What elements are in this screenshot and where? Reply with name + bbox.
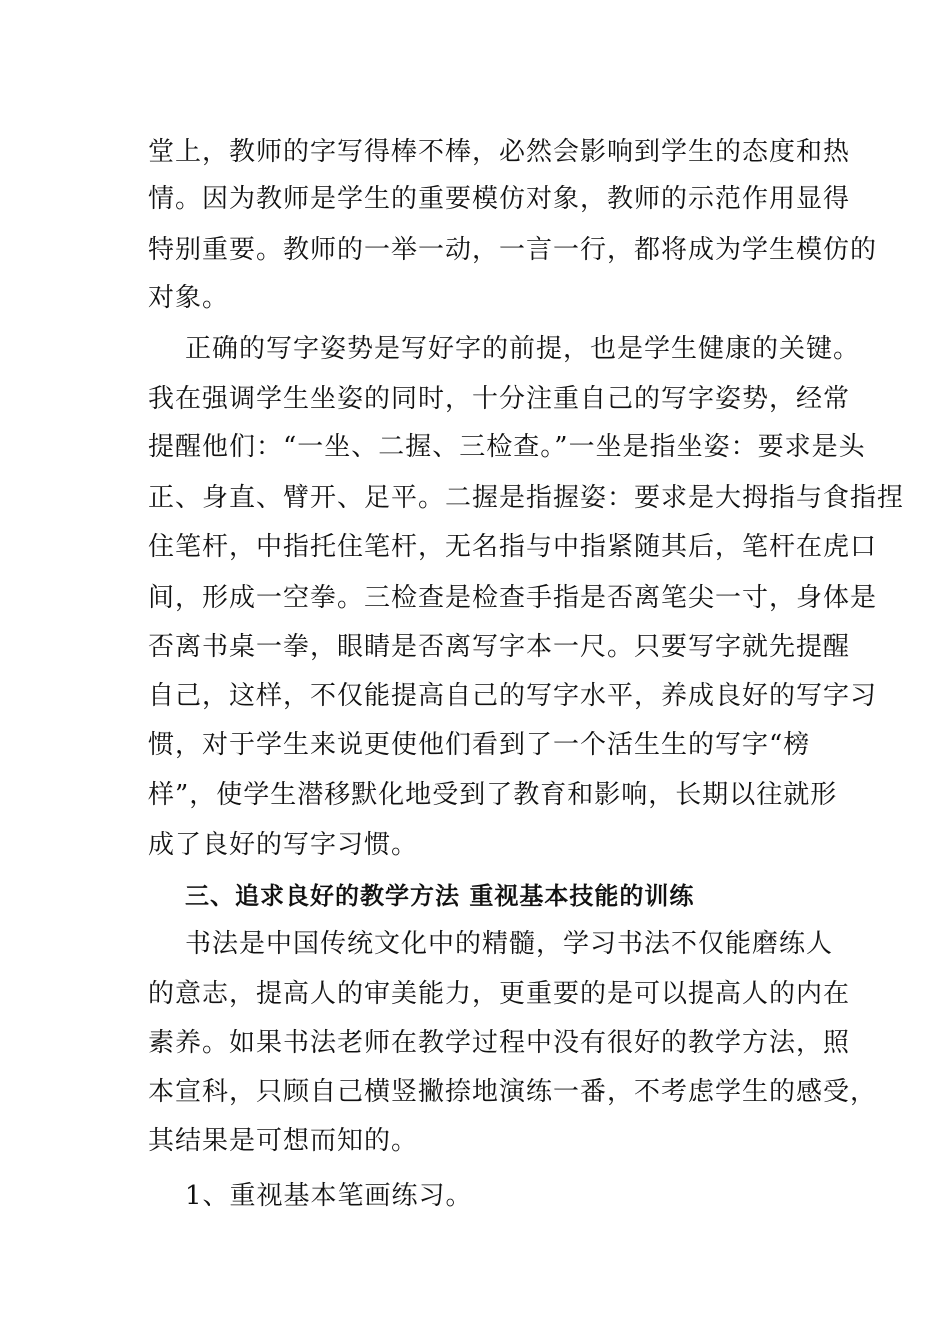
paragraph-line: 住笔杆，中指托住笔杆，无名指与中指紧随其后，笔杆在虎口 (148, 532, 878, 562)
section-heading: 三、追求良好的教学方法 重视基本技能的训练 (185, 882, 695, 910)
paragraph-line: 特别重要。教师的一举一动，一言一行，都将成为学生模仿的 (148, 235, 878, 265)
paragraph-line: 间，形成一空拳。三检查是检查手指是否离笔尖一寸，身体是 (148, 583, 878, 613)
paragraph-first-line: 正确的写字姿势是写好字的前提，也是学生健康的关键。 (185, 334, 861, 364)
paragraph-line: 本宣科，只顾自己横竖撇捺地演练一番，不考虑学生的感受， (148, 1077, 878, 1107)
paragraph-line: 我在强调学生坐姿的同时，十分注重自己的写字姿势，经常 (148, 384, 851, 414)
list-item: 1、重视基本笔画练习。 (185, 1181, 473, 1211)
paragraph-line: 对象。 (148, 283, 230, 313)
paragraph-line: 否离书桌一拳，眼睛是否离写字本一尺。只要写字就先提醒 (148, 632, 851, 662)
paragraph-line: 提醒他们：“一坐、二握、三检查。”一坐是指坐姿：要求是头 (148, 432, 866, 462)
paragraph-line: 其结果是可想而知的。 (148, 1126, 419, 1156)
paragraph-first-line: 书法是中国传统文化中的精髓，学习书法不仅能磨练人 (185, 929, 834, 959)
paragraph-line: 正、身直、臂开、足平。二握是指握姿：要求是大拇指与食指捏 (148, 483, 905, 513)
paragraph-line: 情。因为教师是学生的重要模仿对象，教师的示范作用显得 (148, 184, 851, 214)
paragraph-line: 的意志，提高人的审美能力，更重要的是可以提高人的内在 (148, 979, 851, 1009)
paragraph-line: 样”，使学生潜移默化地受到了教育和影响，长期以往就形 (148, 780, 838, 810)
paragraph-line: 自己，这样，不仅能提高自己的写字水平，养成良好的写字习 (148, 681, 878, 711)
paragraph-line: 惯，对于学生来说更使他们看到了一个活生生的写字“榜 (148, 730, 811, 760)
paragraph-line: 堂上，教师的字写得棒不棒，必然会影响到学生的态度和热 (148, 137, 851, 167)
paragraph-line: 成了良好的写字习惯。 (148, 830, 419, 860)
paragraph-line: 素养。如果书法老师在教学过程中没有很好的教学方法，照 (148, 1028, 851, 1058)
